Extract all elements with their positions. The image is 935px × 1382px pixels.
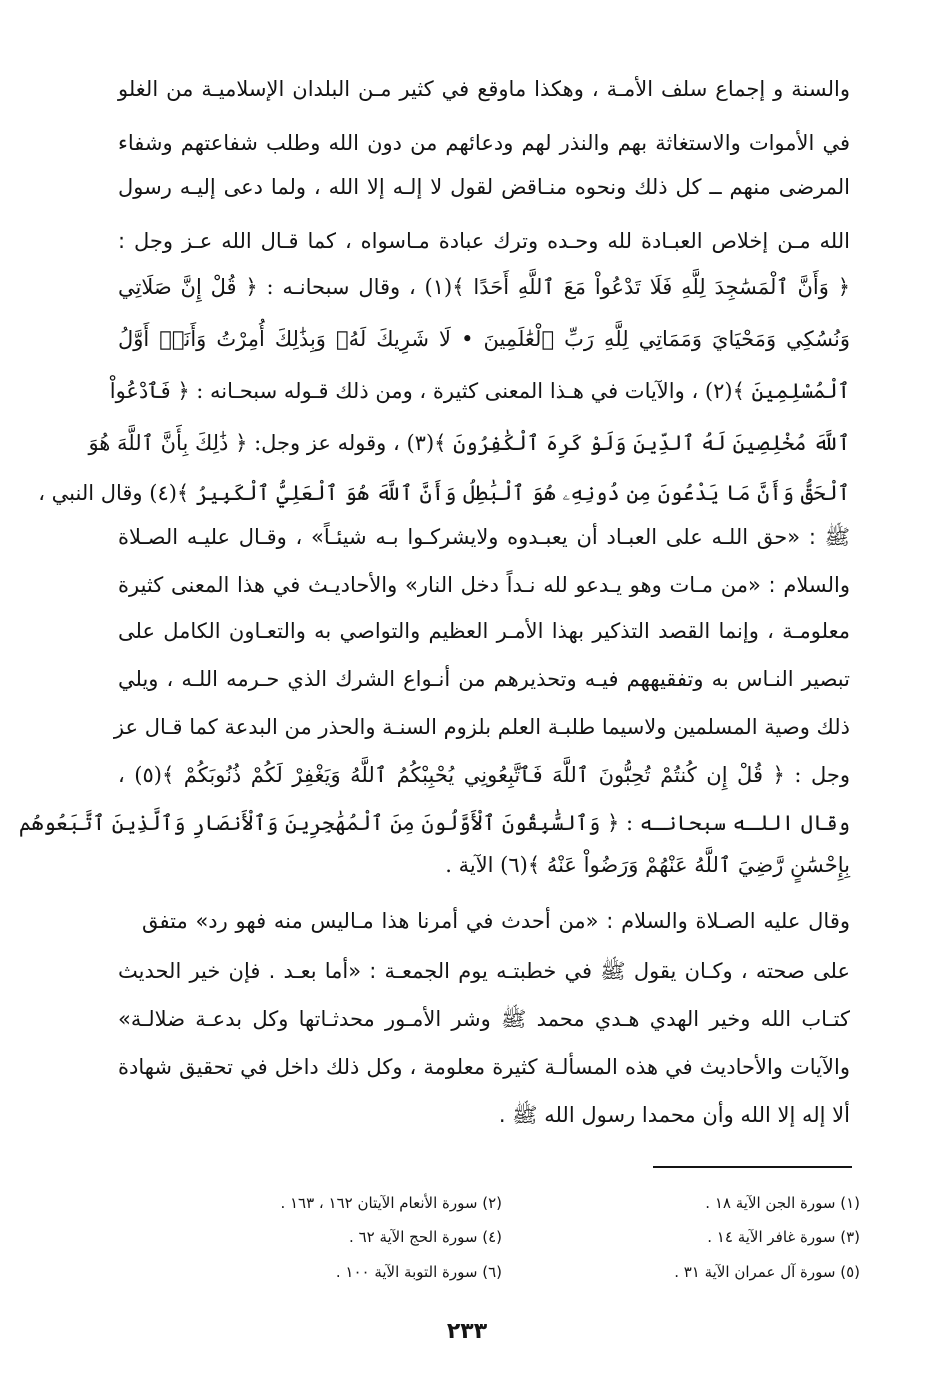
text-line: الله مـن إخلاص العبـادة لله وحـده وترك عبادة مـاسواه ، كما قـال الله عـز وجل : <box>118 229 850 253</box>
text-line: في الأموات والاستغاثة بهم والنذر لهم ودعائهم من دون الله وطلب شفاعتهم وشفاء <box>118 131 850 155</box>
text-line: ألا إله إلا الله وأن محمدا رسول الله ﷺ . <box>498 1103 850 1127</box>
paragraph-first-line: وقال عليه الصـلاة والسلام : «من أحدث في أمرنا هذا مـاليس منه فهو رد» متفق <box>142 909 850 933</box>
text-line: ٱللَّهَ مُخْلِصِينَ لَهُ ٱلدِّينَ وَلَوْ كَرِهَ ٱلْكَٰفِرُونَ ﴾(٣) ، وقوله عز وجل: ﴿ ذَٰلِكَ بِأَنَّ ٱللَّهَ هُوَ <box>88 431 850 455</box>
text-line: ٱلْحَقُّ وَأَنَّ مَا يَدْعُونَ مِن دُونِهِۦ هُوَ ٱلْبَٰطِلُ وَأَنَّ ٱللَّهَ هُوَ ٱلْعَلِيُّ ٱلْكَبِيرُ ﴾(٤) وقال النبي ، <box>38 481 850 505</box>
text-line: بِإِحْسَٰنٍ رَّضِيَ ٱللَّهُ عَنْهُمْ وَرَضُواْ عَنْهُ ﴾(٦) الآية . <box>445 853 850 877</box>
text-line: معلومـة ، وإنما القصد التذكير بهذا الأمـر العظيم والتواصي به والتعـاون الكامل على <box>118 619 850 643</box>
footnote-3: (٣) سورة غافر الآية ١٤ . <box>707 1228 860 1246</box>
text-line: كتـاب الله وخير الهدي هـدي محمد ﷺ وشر الأمـور محدثـاتها وكل بدعـة ضلالـة» <box>118 1007 850 1031</box>
text-line: والسلام : «من مـات وهو يـدعو لله نـداً دخل النار» والأحاديـث في هذا المعنى كثيرة <box>118 573 850 597</box>
text-line: والسنة و إجماع سلف الأمـة ، وهكذا ماوقع في كثير مـن البلدان الإسلاميـة من الغلو <box>118 77 850 101</box>
text-line: ذلك وصية المسلمين ولاسيما طلبـة العلم بلزوم السنـة والحذر من البدعة كما قـال عز <box>113 715 850 739</box>
text-line: وَنُسُكِي وَمَحْيَايَ وَمَمَاتِي لِلَّهِ رَبِّ ٱلْعَٰلَمِينَ • لَا شَرِيكَ لَهُۥ وَبِذَٰلِكَ أُمِرْتُ وَأَنَا۠ أَوَّلُ <box>118 327 850 351</box>
footnote-1: (١) سورة الجن الآية ١٨ . <box>705 1194 860 1212</box>
footnote-divider <box>653 1166 852 1168</box>
text-line: والآيات والأحاديث في هذه المسألـة كثيرة معلومة ، وكل ذلك داخل في تحقيق شهادة <box>118 1055 850 1079</box>
text-line: ﴿ وَأَنَّ ٱلْمَسَٰجِدَ لِلَّهِ فَلَا تَدْعُواْ مَعَ ٱللَّهِ أَحَدًا ﴾(١) ، وقال سبحانـه : ﴿ قُلْ إِنَّ صَلَاتِي <box>118 275 851 299</box>
text-line: ٱلْمُسْلِمِينَ ﴾(٢) ، والآيات في هـذا المعنى كثيرة ، ومن ذلك قـوله سبحـانه : ﴿ فَٱدْعُواْ <box>109 379 850 403</box>
page-number: ٢٣٣ <box>446 1319 488 1344</box>
main-text <box>18 0 851 1140</box>
footnote-2: (٢) سورة الأنعام الآيتان ١٦٢ ، ١٦٣ . <box>280 1194 502 1212</box>
footnote-6: (٦) سورة التوبة الآية ١٠٠ . <box>335 1263 502 1281</box>
text-line: تبصير النـاس به وتفقيههم فيـه وتحذيرهم من أنـواع الشرك الذي حـرمه اللـه ، ويلي <box>118 667 850 691</box>
text-line: على صحته ، وكـان يقول ﷺ في خطبتـه يوم الجمعـة : «أما بعـد . فإن خير الحديث <box>118 959 850 983</box>
text-line: وجل : ﴿ قُلْ إِن كُنتُمْ تُحِبُّونَ ٱللَّهَ فَٱتَّبِعُونِي يُحْبِبْكُمُ ٱللَّهُ وَيَغْفِرْ لَكُمْ ذُنُوبَكُمْ ﴾(٥) ، <box>118 763 850 787</box>
text-line: ﷺ : «حق اللـه على العبـاد أن يعبـدوه ولايشركـوا بـه شيئـاً» ، وقـال عليـه الصـلاة <box>118 525 850 549</box>
text-line: وقال اللـه سبحانـه : ﴿ وَٱلسَّٰبِقُونَ ٱلْأَوَّلُونَ مِنَ ٱلْمُهَٰجِرِينَ وَٱلْأَنصَارِ وَٱلَّذِينَ ٱتَّبَعُوهُم <box>18 811 850 835</box>
text-line: المرضى منهم ــ كل ذلك ونحوه منـاقض لقول لا إلـه إلا الله ، ولما دعى إليـه رسول <box>118 175 850 199</box>
footnote-5: (٥) سورة آل عمران الآية ٣١ . <box>674 1263 860 1281</box>
footnote-4: (٤) سورة الحج الآية ٦٢ . <box>349 1228 502 1246</box>
